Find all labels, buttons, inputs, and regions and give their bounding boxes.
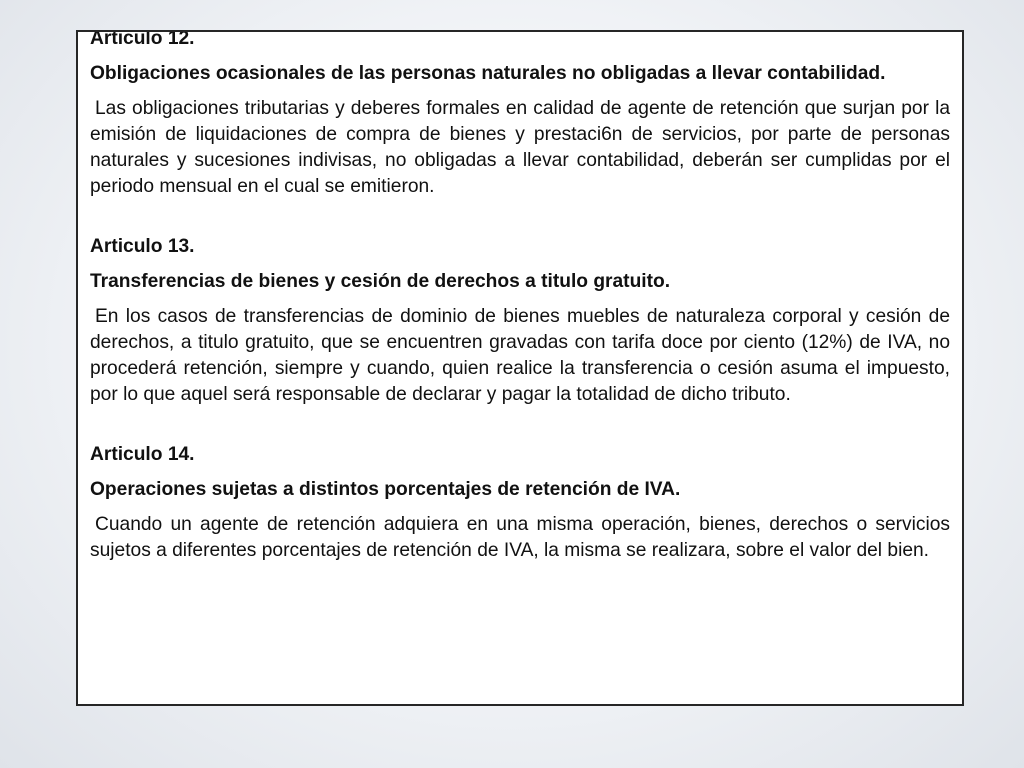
article-13	[90, 234, 950, 408]
article-title: Obligaciones ocasionales de las personas naturales no obligadas a llevar contabilidad.	[90, 63, 886, 84]
article-12	[90, 30, 950, 200]
article-14	[90, 442, 950, 564]
article-heading: Articulo 14.	[90, 444, 195, 465]
article-heading: Articulo 12.	[90, 30, 195, 49]
article-title: Transferencias de bienes y cesión de derechos a titulo gratuito.	[90, 271, 671, 292]
article-body: En los casos de transferencias de dominio de bienes muebles de naturaleza corporal y cesión de derechos, a titulo gratuito, que se encuentren gravadas con tarifa doce por ciento (12%) de IVA, no procederá retención, siempre y cuando, quien realice la transferencia o cesión asuma el impuesto, por lo que aquel será responsable de declarar y pagar la totalidad de dicho tributo.	[90, 306, 950, 405]
document-frame	[76, 30, 964, 706]
article-heading: Articulo 13.	[90, 236, 195, 257]
document-content	[90, 30, 950, 564]
article-body: Las obligaciones tributarias y deberes formales en calidad de agente de retención que surjan por la emisión de liquidaciones de compra de bienes y prestaci6n de servicios, por parte de personas naturales y sucesiones indivisas, no obligadas a llevar contabilidad, deberán ser cumplidas por el periodo mensual en el cual se emitieron.	[90, 98, 950, 197]
article-body: Cuando un agente de retención adquiera en una misma operación, bienes, derechos o servicios sujetos a diferentes porcentajes de retención de IVA, la misma se realizara, sobre el valor del bien.	[90, 514, 950, 561]
article-title: Operaciones sujetas a distintos porcentajes de retención de IVA.	[90, 479, 681, 500]
